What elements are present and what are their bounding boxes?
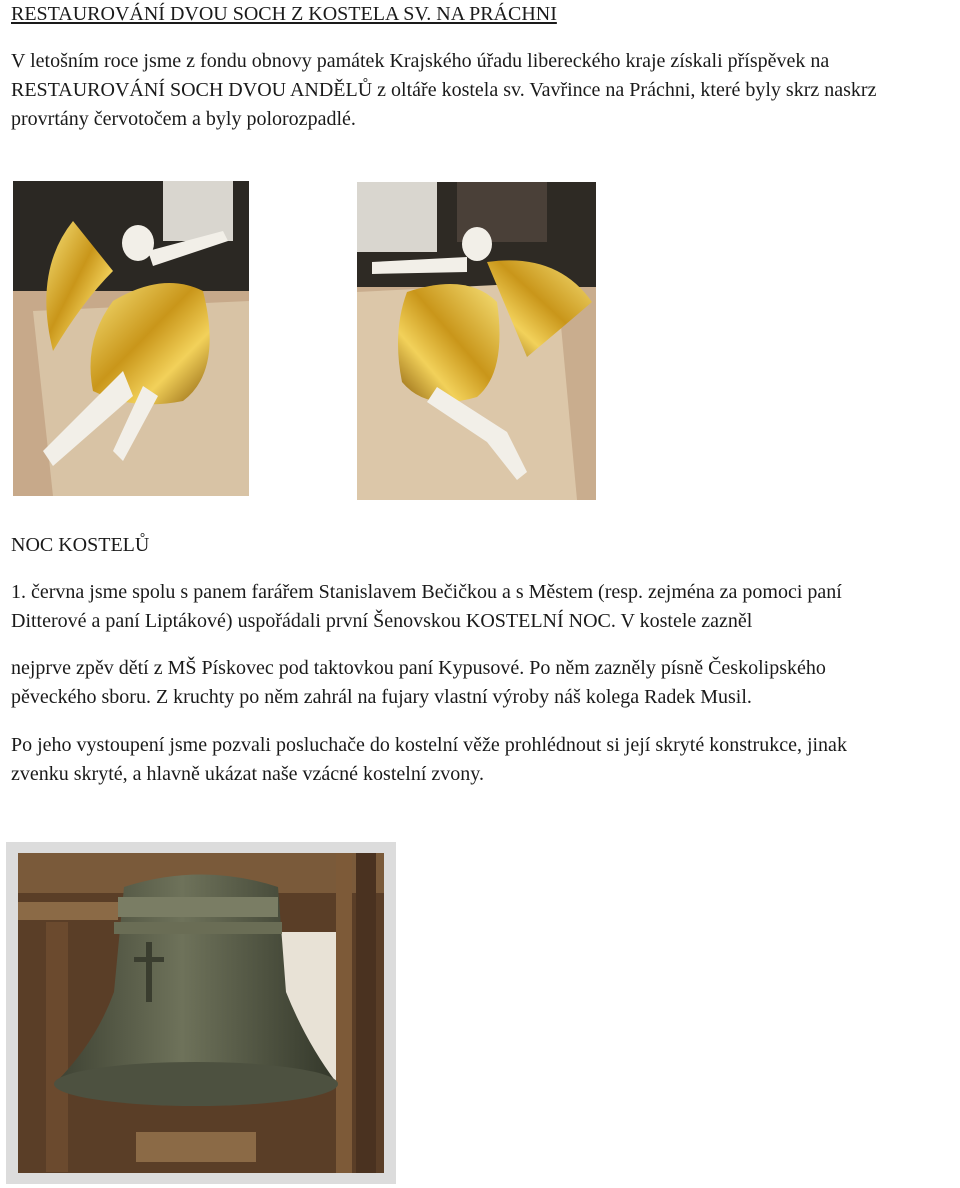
church-night-text-line-1: 1. června jsme spolu s panem farářem Stanislavem Bečičkou a s Městem (resp. zejména za pomoci paní <box>11 581 842 603</box>
church-bell-photo <box>6 842 396 1184</box>
heading-church-night: NOC KOSTELŮ <box>11 534 150 556</box>
church-night-text-line-2: Ditterové a paní Liptákové) uspořádali první Šenovskou KOSTELNÍ NOC. V kostele zazněl <box>11 610 753 632</box>
restoration-text-line-3: provrtány červotočem a byly polorozpadlé. <box>11 108 356 130</box>
church-night-text-line-5: Po jeho vystoupení jsme pozvali posluchače do kostelní věže prohlédnout si její skryté konstrukce, jinak <box>11 734 847 756</box>
angel-statue-photo-right <box>357 182 596 500</box>
restoration-text-line-2: RESTAUROVÁNÍ SOCH DVOU ANDĚLŮ z oltáře kostela sv. Vavřince na Práchni, které byly skrz naskrz <box>11 79 877 101</box>
church-night-text-line-6: zvenku skryté, a hlavně ukázat naše vzácné kostelní zvony. <box>11 763 484 785</box>
restoration-text-line-1: V letošním roce jsme z fondu obnovy památek Krajského úřadu libereckého kraje získali příspěvek na <box>11 50 830 72</box>
angel-statue-photo-left <box>13 181 249 496</box>
church-night-text-line-3: nejprve zpěv dětí z MŠ Pískovec pod taktovkou paní Kypusové. Po něm zazněly písně Českolipského <box>11 657 826 679</box>
heading-restoration-link[interactable]: RESTAUROVÁNÍ DVOU SOCH Z KOSTELA SV. NA PRÁCHNI <box>11 3 557 25</box>
church-night-text-line-4: pěveckého sboru. Z kruchty po něm zahrál na fujary vlastní výroby náš kolega Radek Musil. <box>11 686 752 708</box>
